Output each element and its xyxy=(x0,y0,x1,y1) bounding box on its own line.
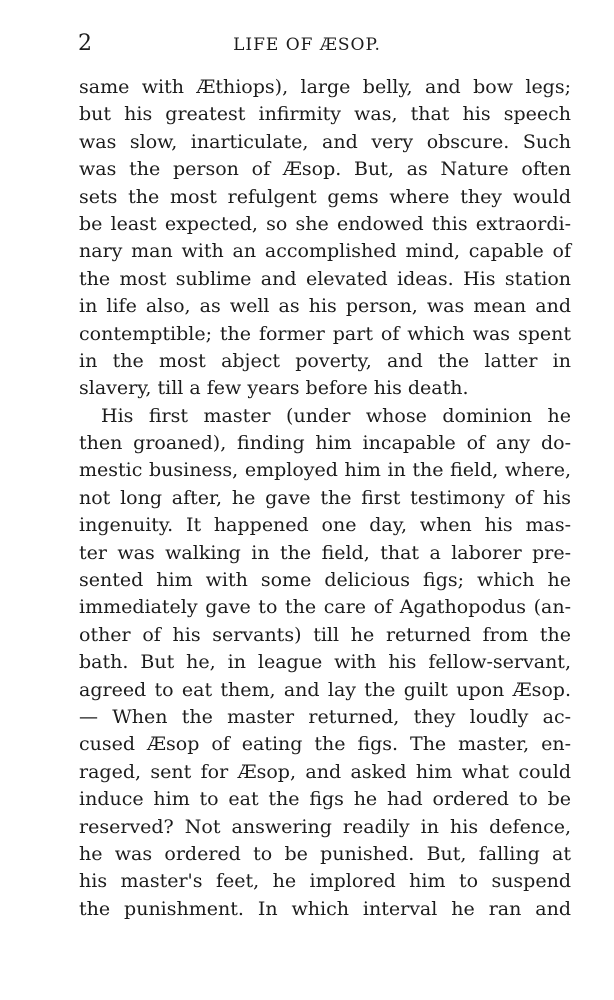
text-line: agreed to eat them, and lay the guilt upon Æsop. xyxy=(79,678,571,701)
text-line: mestic business, employed him in the field, where, xyxy=(79,459,571,482)
text-line: slavery, till a few years before his death. xyxy=(79,377,469,400)
text-line: but his greatest infirmity was, that his speech xyxy=(79,103,571,126)
text-line: the punishment. In which interval he ran and xyxy=(79,897,571,920)
text-line: ingenuity. It happened one day, when his mas- xyxy=(79,514,571,537)
text-line: cused Æsop of eating the figs. The master, en- xyxy=(79,733,571,756)
text-line: — When the master returned, they loudly ac- xyxy=(79,705,571,728)
text-line: contemptible; the former part of which was spent xyxy=(79,322,571,345)
body-text xyxy=(79,74,571,923)
text-line: then groaned), finding him incapable of any do- xyxy=(79,432,571,455)
text-line: same with Æthiops), large belly, and bow legs; xyxy=(79,76,571,98)
text-line: raged, sent for Æsop, and asked him what could xyxy=(79,760,571,783)
text-line: immediately gave to the care of Agathopodus (an- xyxy=(79,596,571,619)
text-line: he was ordered to be punished. But, falling at xyxy=(79,842,571,865)
text-line: bath. But he, in league with his fellow-servant, xyxy=(79,651,571,674)
text-line: reserved? Not answering readily in his defence, xyxy=(79,815,571,838)
text-line: nary man with an accomplished mind, capable of xyxy=(79,240,571,263)
text-line: His first master (under whose dominion he xyxy=(101,404,571,427)
text-line: sented him with some delicious figs; which he xyxy=(79,569,571,592)
text-line: his master's feet, he implored him to suspend xyxy=(79,870,571,893)
text-line: not long after, he gave the first testimony of his xyxy=(79,486,571,509)
text-line: in life also, as well as his person, was mean and xyxy=(79,295,571,318)
text-line: the most sublime and elevated ideas. His station xyxy=(79,267,571,290)
text-line: be least expected, so she endowed this extraordi- xyxy=(79,212,571,235)
text-line: was slow, inarticulate, and very obscure. Such xyxy=(79,130,571,153)
running-title: LIFE OF ÆSOP. xyxy=(233,35,381,55)
text-line: other of his servants) till he returned from the xyxy=(79,623,571,646)
text-line: induce him to eat the figs he had ordered to be xyxy=(79,788,571,811)
text-line: was the person of Æsop. But, as Nature often xyxy=(79,158,571,181)
text-line: sets the most refulgent gems where they would xyxy=(79,185,571,208)
text-line: in the most abject poverty, and the latter in xyxy=(79,349,571,372)
text-line: ter was walking in the field, that a laborer pre- xyxy=(79,541,571,564)
page-number: 2 xyxy=(78,31,92,56)
